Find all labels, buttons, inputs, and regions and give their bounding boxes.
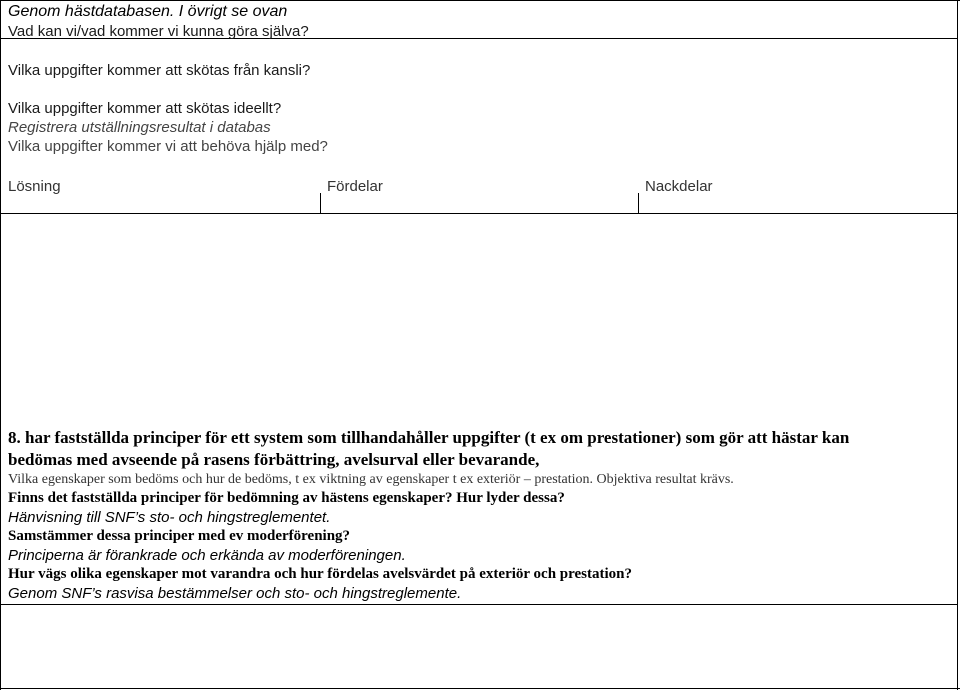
column-header-nackdelar: Nackdelar [645, 178, 713, 195]
question-text: Vilka uppgifter kommer vi att behöva hjälp med? [8, 138, 328, 155]
answer-text: Registrera utställningsresultat i databas [8, 119, 271, 136]
question-text: Vilka uppgifter kommer att skötas ideellt? [8, 100, 282, 117]
row-divider [0, 604, 958, 605]
section-heading: bedömas med avseende på rasens förbättring, avelsurval eller bevarande, [8, 450, 540, 469]
answer-text: Genom SNF’s rasvisa bestämmelser och sto- och hingstreglemente. [8, 585, 462, 602]
column-divider [638, 193, 639, 214]
section-note: Vilka egenskaper som bedöms och hur de bedöms, t ex viktning av egenskaper t ex exteriör – prestation. Objektiva resultat krävs. [8, 472, 734, 487]
answer-text: Principerna är förankrade och erkända av moderföreningen. [8, 547, 406, 564]
column-header-fordelar: Fördelar [327, 178, 383, 195]
column-divider [320, 193, 321, 214]
question-text: Samstämmer dessa principer med ev moderförening? [8, 528, 351, 544]
question-text: Finns det fastställda principer för bedömning av hästens egenskaper? Hur lyder dessa? [8, 490, 565, 506]
column-header-losning: Lösning [8, 178, 61, 195]
question-text: Vad kan vi/vad kommer vi kunna göra själva? [8, 23, 309, 40]
question-text: Hur vägs olika egenskaper mot varandra och hur fördelas avelsvärdet på exteriör och prestation? [8, 566, 633, 582]
frame-left-line [0, 0, 1, 690]
question-text: Vilka uppgifter kommer att skötas från kansli? [8, 62, 311, 79]
frame-right-line [957, 0, 958, 690]
frame-bottom-line [0, 688, 960, 689]
answer-text: Hänvisning till SNF’s sto- och hingstreglementet. [8, 509, 331, 526]
frame-top-line [0, 0, 960, 1]
row-divider [0, 213, 958, 214]
answer-text: Genom hästdatabasen. I övrigt se ovan [8, 3, 288, 20]
section-heading: 8. har fastställda principer för ett system som tillhandahåller uppgifter (t ex om prestationer) som gör att hästar kan [8, 428, 850, 447]
